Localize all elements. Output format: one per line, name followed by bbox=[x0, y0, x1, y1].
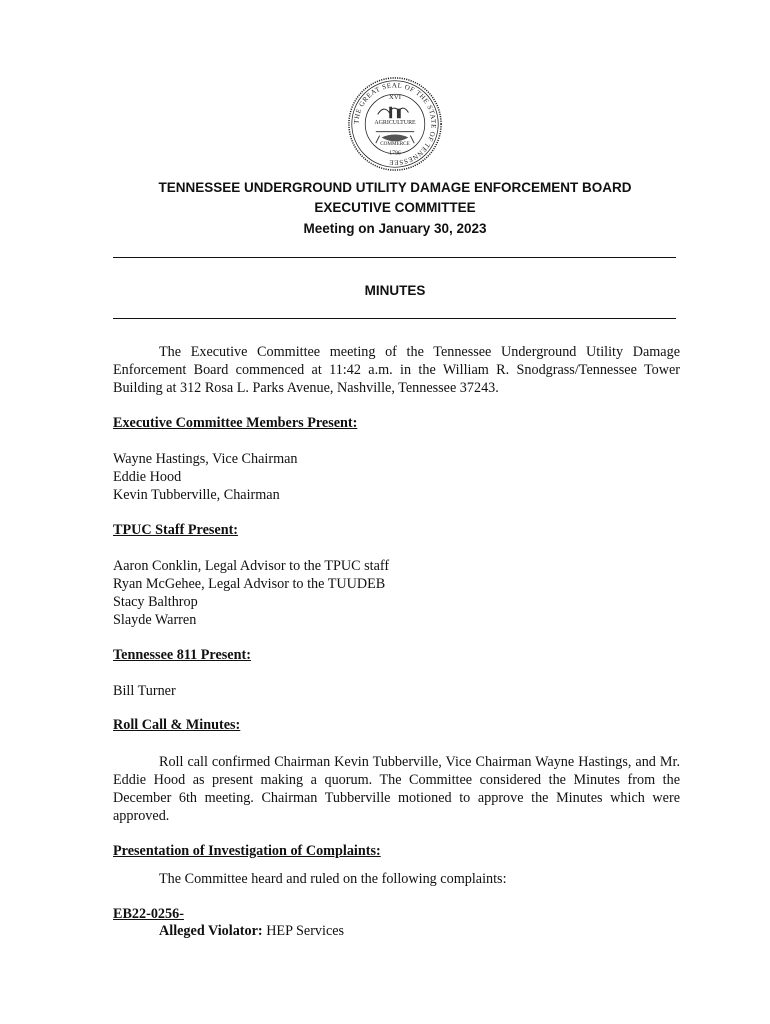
svg-text:AGRICULTURE: AGRICULTURE bbox=[374, 120, 416, 126]
members-heading: Executive Committee Members Present: bbox=[113, 415, 358, 431]
list-item: Ryan McGehee, Legal Advisor to the TUUDEB bbox=[113, 576, 386, 592]
list-item: Eddie Hood bbox=[113, 469, 182, 485]
svg-text:COMMERCE: COMMERCE bbox=[380, 141, 410, 148]
list-item: Stacy Balthrop bbox=[113, 594, 198, 610]
divider-bottom bbox=[113, 318, 676, 319]
violator-label: Alleged Violator: bbox=[159, 923, 263, 939]
members-list bbox=[113, 450, 298, 504]
list-item: Bill Turner bbox=[113, 683, 176, 699]
case-number: EB22-0256- bbox=[113, 906, 184, 922]
tn811-list bbox=[113, 682, 176, 700]
list-item: Wayne Hastings, Vice Chairman bbox=[113, 451, 298, 467]
complaints-intro: The Committee heard and ruled on the following complaints: bbox=[159, 871, 507, 887]
intro-paragraph: The Executive Committee meeting of the Tennessee Underground Utility Damage Enforcement Board commenced at 11:42 a.m. in the William R. Snodgrass/Tennessee Tower Building at 312 Rosa L. Parks Avenue, Nashville, Tennessee 37243. bbox=[113, 344, 680, 396]
staff-heading: TPUC Staff Present: bbox=[113, 522, 239, 538]
roll-call-heading: Roll Call & Minutes: bbox=[113, 717, 241, 733]
svg-text:1796: 1796 bbox=[389, 150, 401, 157]
tennessee-state-seal bbox=[347, 76, 443, 172]
list-item: Kevin Tubberville, Chairman bbox=[113, 487, 280, 503]
committee-title: EXECUTIVE COMMITTEE bbox=[314, 200, 476, 215]
svg-text:XVI: XVI bbox=[389, 94, 401, 102]
board-title: TENNESSEE UNDERGROUND UTILITY DAMAGE ENFORCEMENT BOARD bbox=[158, 180, 632, 195]
divider-top bbox=[113, 257, 676, 258]
svg-text:THE GREAT SEAL OF THE STATE OF: THE GREAT SEAL OF THE STATE OF TENNESSEE bbox=[353, 82, 437, 166]
complaints-heading: Presentation of Investigation of Complaints: bbox=[113, 843, 381, 859]
minutes-title: MINUTES bbox=[364, 283, 426, 298]
violator-value: HEP Services bbox=[266, 923, 345, 939]
tn811-heading: Tennessee 811 Present: bbox=[113, 647, 251, 663]
alleged-violator bbox=[159, 923, 344, 940]
meeting-date: Meeting on January 30, 2023 bbox=[303, 221, 487, 236]
staff-list bbox=[113, 557, 389, 629]
list-item: Aaron Conklin, Legal Advisor to the TPUC staff bbox=[113, 558, 390, 574]
list-item: Slayde Warren bbox=[113, 612, 197, 628]
roll-call-paragraph: Roll call confirmed Chairman Kevin Tubberville, Vice Chairman Wayne Hastings, and Mr. Eddie Hood as present making a quorum. The Committee considered the Minutes from the December 6th meeting. Chairman Tubberville motioned to approve the Minutes which were approved. bbox=[113, 754, 680, 824]
